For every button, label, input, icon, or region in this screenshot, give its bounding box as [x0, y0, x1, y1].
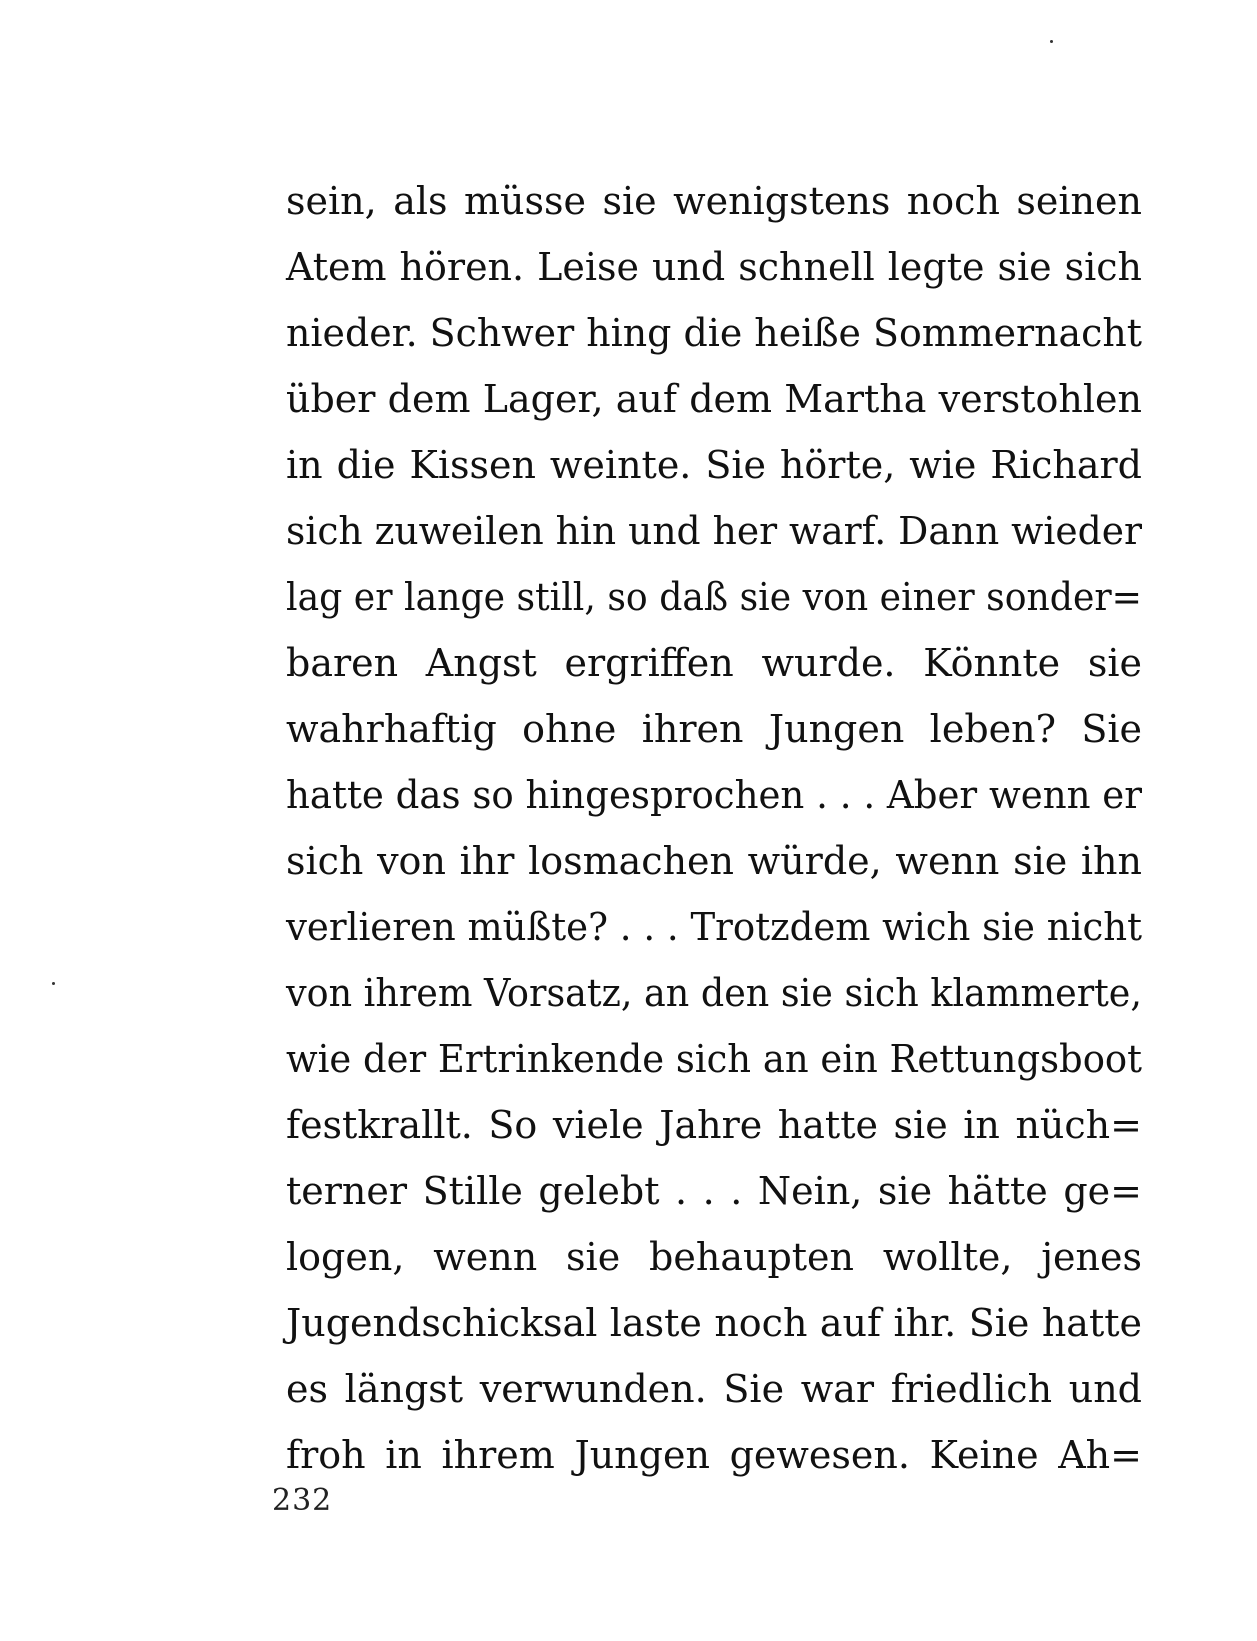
- text-line: über dem Lager, auf dem Martha verstohlen: [286, 377, 1142, 421]
- text-line: baren Angst ergriffen wurde. Könnte sie: [286, 641, 1142, 685]
- text-line: wahrhaftig ohne ihren Jungen leben? Sie: [286, 707, 1142, 751]
- text-line: hatte das so hingesprochen . . . Aber wenn er: [286, 773, 1142, 817]
- text-line: Jugendschicksal laste noch auf ihr. Sie hatte: [286, 1301, 1142, 1345]
- print-speck: [52, 982, 55, 985]
- text-line: von ihrem Vorsatz, an den sie sich klammerte,: [286, 971, 1142, 1015]
- text-line: froh in ihrem Jungen gewesen. Keine Ah=: [286, 1433, 1142, 1477]
- print-speck: [1050, 40, 1053, 43]
- text-line: Atem hören. Leise und schnell legte sie sich: [286, 245, 1142, 289]
- text-line: es längst verwunden. Sie war friedlich und: [286, 1367, 1142, 1411]
- text-line: lag er lange still, so daß sie von einer sonder=: [286, 575, 1142, 619]
- page-number: 232: [272, 1483, 333, 1518]
- text-line: terner Stille gelebt . . . Nein, sie hätte ge=: [286, 1169, 1142, 1213]
- text-line: sein, als müsse sie wenigstens noch seinen: [286, 179, 1142, 223]
- text-line: festkrallt. So viele Jahre hatte sie in nüch=: [286, 1103, 1142, 1147]
- text-line: nieder. Schwer hing die heiße Sommernacht: [286, 311, 1142, 355]
- text-line: logen, wenn sie behaupten wollte, jenes: [286, 1235, 1142, 1279]
- text-line: wie der Ertrinkende sich an ein Rettungsboot: [286, 1037, 1142, 1081]
- body-text: [286, 168, 1142, 1488]
- text-line: in die Kissen weinte. Sie hörte, wie Richard: [286, 443, 1142, 487]
- text-line: sich zuweilen hin und her warf. Dann wieder: [286, 509, 1142, 553]
- text-line: sich von ihr losmachen würde, wenn sie ihn: [286, 839, 1142, 883]
- text-line: verlieren müßte? . . . Trotzdem wich sie nicht: [286, 905, 1142, 949]
